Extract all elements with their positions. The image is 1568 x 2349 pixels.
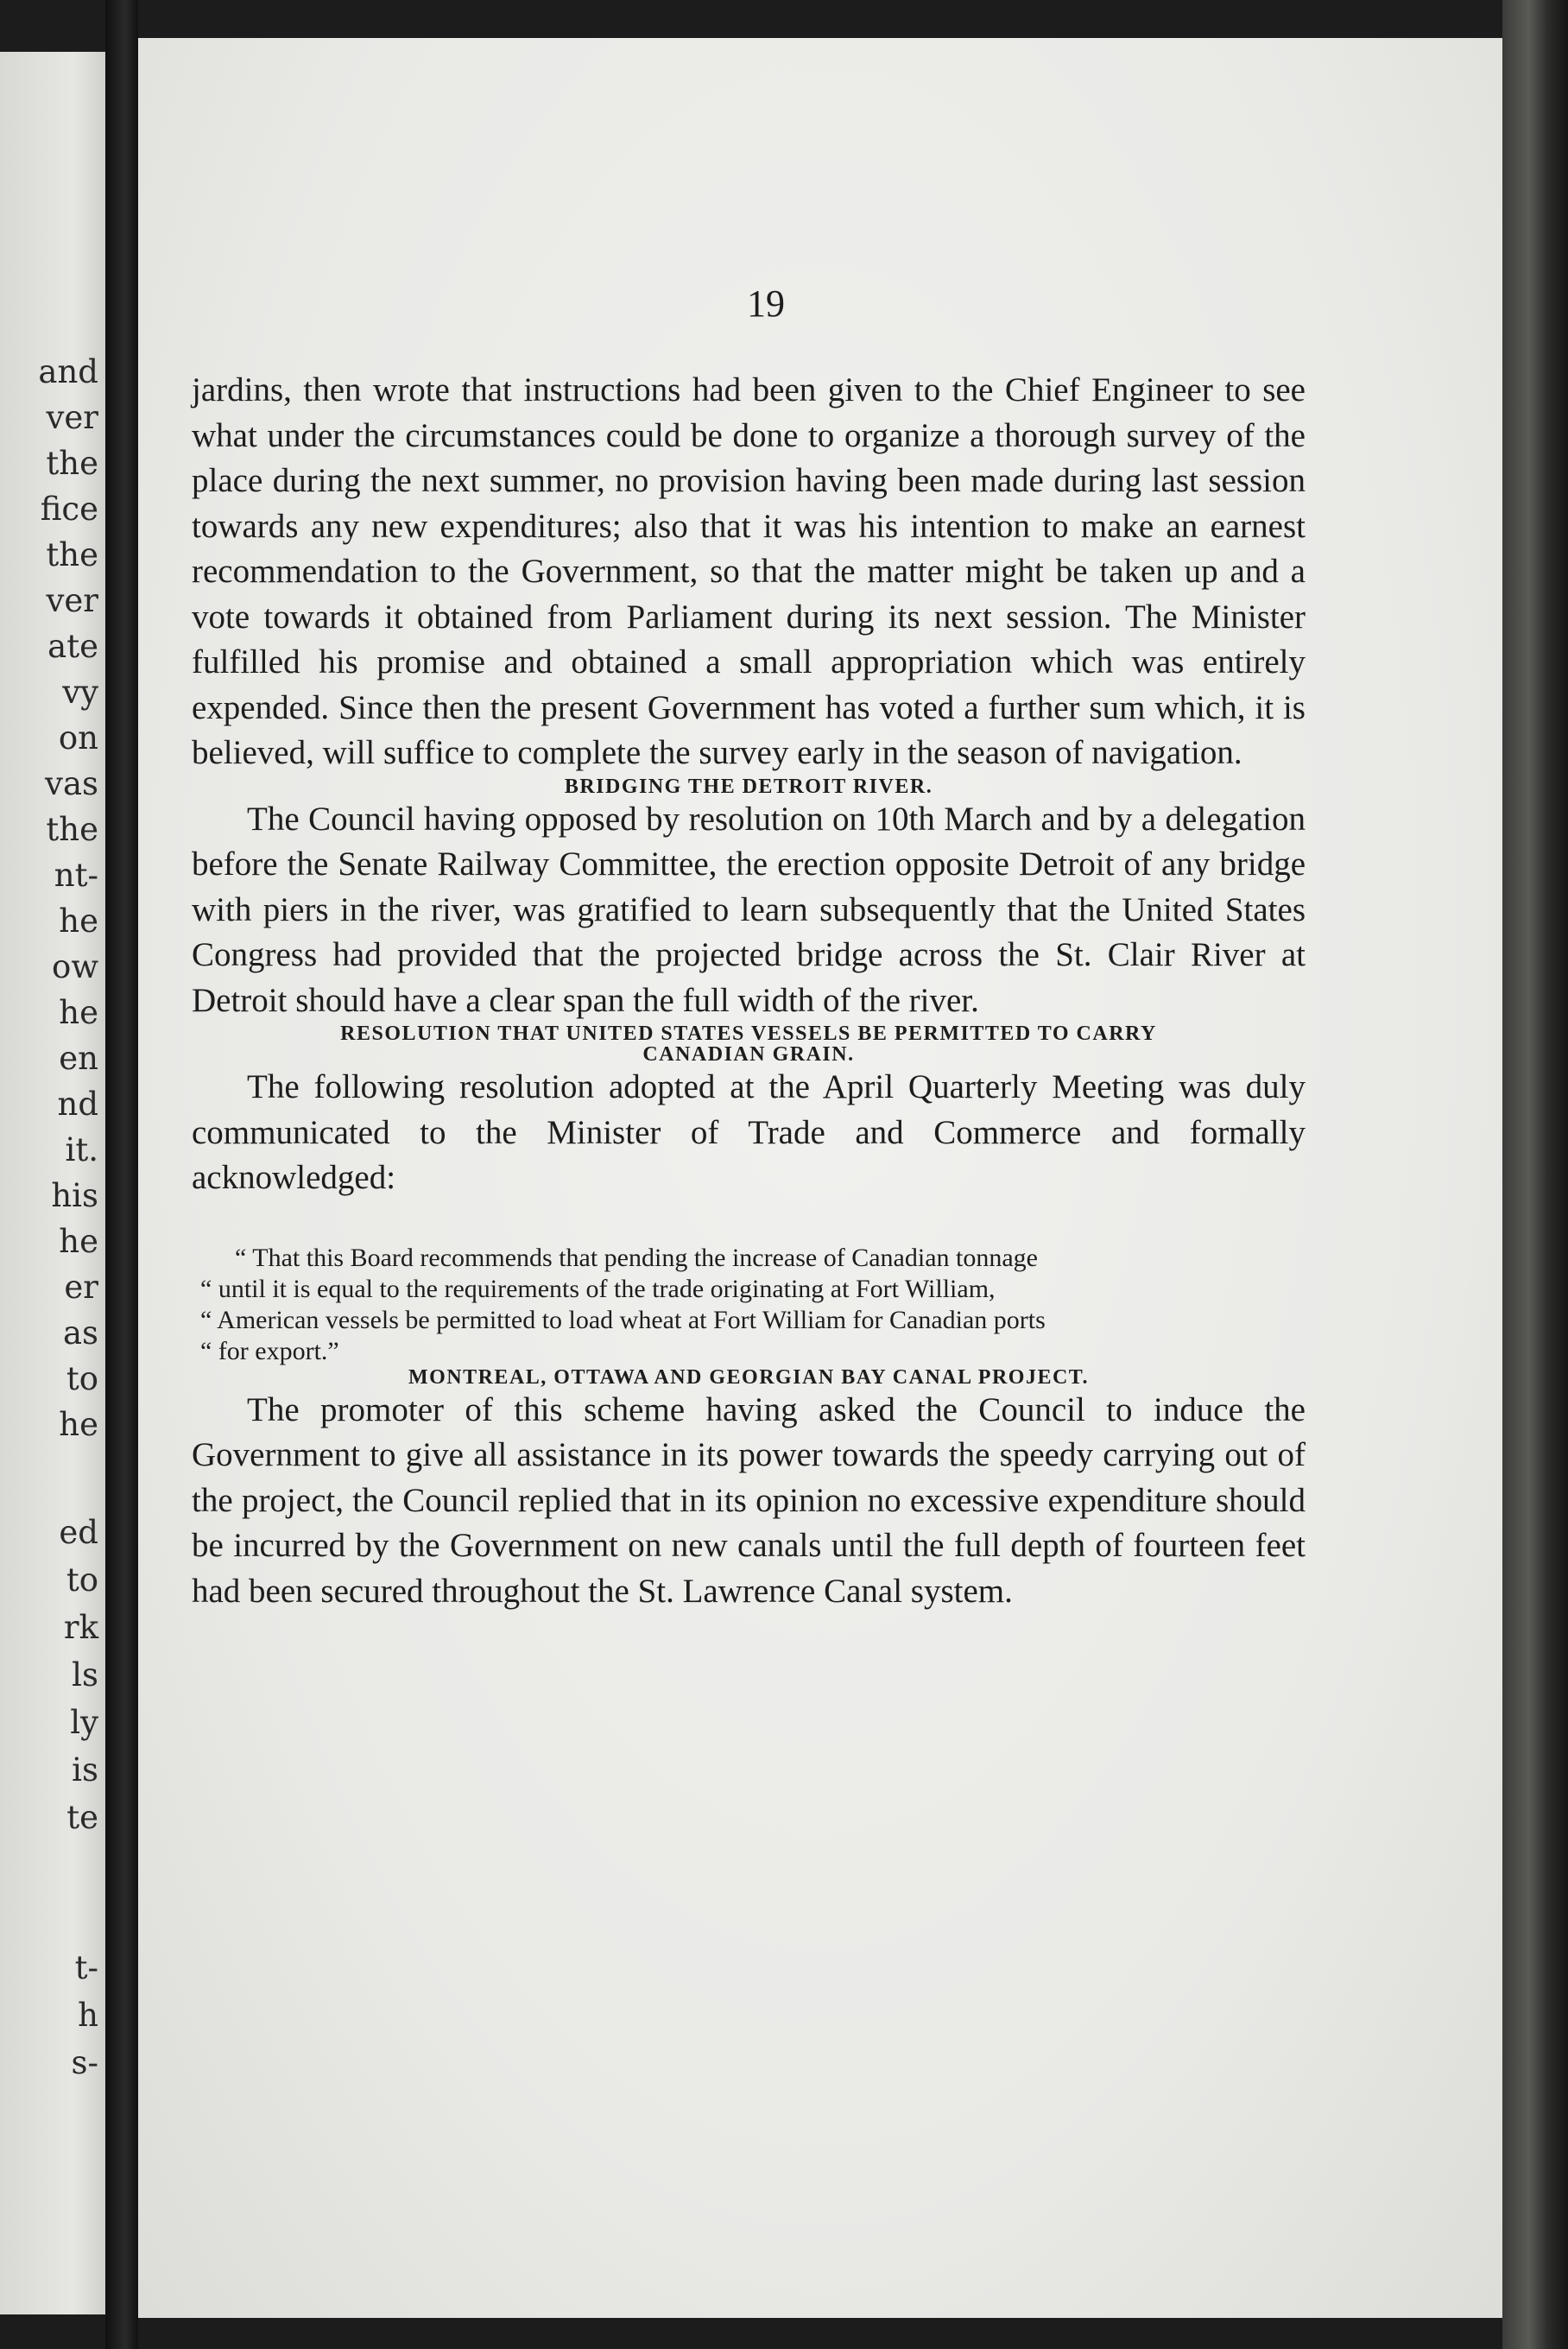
facing-page-fragment: vas (45, 765, 98, 802)
resolution-quote (192, 1243, 1306, 1367)
quote-line: “ for export.” (200, 1336, 339, 1365)
facing-page-fragment: en (59, 1040, 98, 1077)
facing-page-edge (0, 52, 105, 2314)
facing-page-fragment: ow (52, 948, 98, 985)
facing-page-fragment: is (72, 1751, 98, 1789)
facing-page-fragment: rk (63, 1609, 98, 1646)
facing-page-fragment: the (46, 811, 98, 848)
facing-page-fragment: on (58, 719, 98, 757)
facing-page-fragment: as (62, 1314, 98, 1352)
heading-montreal-canal-project: MONTREAL, OTTAWA AND GEORGIAN BAY CANAL PROJECT. (408, 1365, 1090, 1389)
page-content (192, 282, 1306, 1614)
facing-page-fragment: he (59, 1406, 98, 1443)
facing-page-fragment: fice (40, 491, 98, 528)
heading-resolution-line-2: CANADIAN GRAIN. (642, 1043, 855, 1066)
facing-page-fragment: he (59, 994, 98, 1031)
paragraph-bridging: The Council having opposed by resolution on 10th March and by a delegation before the Senate Railway Committee, the erection opposite Detroit of any bridge with piers in the river, was gratified to learn subsequently that the United States Congress had provided that the projected bridge across the St. Clair River at Detroit should have a clear span the full width of the river. (192, 800, 1306, 1019)
facing-page-fragment: h (78, 1997, 98, 2034)
facing-page-fragment: t- (74, 1949, 98, 1986)
facing-page-fragment: ver (46, 582, 98, 619)
quote-line: “ That this Board recommends that pending the increase of Canadian tonnage (235, 1243, 1038, 1272)
facing-page-fragment: the (46, 445, 98, 482)
facing-page-fragment: ly (70, 1704, 98, 1741)
page-number: 19 (747, 282, 785, 325)
facing-page-fragment: ls (72, 1656, 98, 1694)
page-edge-shadow (1502, 0, 1568, 2349)
facing-page-fragment: te (66, 1799, 98, 1836)
paragraph-canal-project: The promoter of this scheme having asked the Council to induce the Government to give all assistance in its power towards the speedy carrying out of the project, the Council replied that in its opinion no excessive expenditure should be incurred by the Government on new canals until the full depth of fourteen feet had been secured throughout the St. Lawrence Canal system. (192, 1390, 1306, 1610)
quote-line: “ American vessels be permitted to load wheat at Fort William for Canadian ports (200, 1305, 1046, 1334)
facing-page-fragment: he (59, 1223, 98, 1260)
facing-page-fragment: ate (47, 628, 98, 665)
facing-page-fragment: to (66, 1360, 98, 1397)
facing-page-fragment: his (51, 1177, 98, 1214)
facing-page-fragment: ver (46, 399, 98, 436)
facing-page-fragment: vy (62, 674, 98, 711)
facing-page-fragment: nt- (54, 857, 98, 894)
facing-page-fragment: er (64, 1269, 98, 1306)
book-gutter (105, 0, 138, 2349)
paragraph-resolution: The following resolution adopted at the April Quarterly Meeting was duly communicated to the Minister of Trade and Commerce and formally acknowledged: (192, 1068, 1306, 1196)
facing-page-fragment: the (46, 536, 98, 573)
heading-resolution-line-1: RESOLUTION THAT UNITED STATES VESSELS BE PERMITTED TO CARRY (340, 1023, 1157, 1045)
facing-page-fragment: to (66, 1561, 98, 1599)
facing-page-fragment: ed (59, 1514, 98, 1551)
facing-page-fragment: and (38, 353, 98, 390)
heading-bridging-detroit-river: BRIDGING THE DETROIT RIVER. (564, 775, 933, 798)
facing-page-fragment: s- (71, 2044, 98, 2081)
quote-line: “ until it is equal to the requirements of the trade originating at Fort William, (200, 1274, 996, 1303)
facing-page-fragment: it. (65, 1131, 98, 1168)
facing-page-fragment: nd (57, 1086, 98, 1123)
paragraph-survey: jardins, then wrote that instructions had been given to the Chief Engineer to see what under the circumstances could be done to organize a thorough survey of the place during the next summer, no provision having been made during last session towards any new expenditures; also that it was his intention to make an earnest recommendation to the Government, so that the matter might be taken up and a vote towards it obtained from Parliament during its next session. The Minister fulfilled his promise and obtained a small appropriation which was entirely expended. Since then the present Government has voted a further sum which, it is believed, will suffice to complete the survey early in the season of navigation. (192, 371, 1306, 771)
facing-page-fragment: he (59, 902, 98, 940)
